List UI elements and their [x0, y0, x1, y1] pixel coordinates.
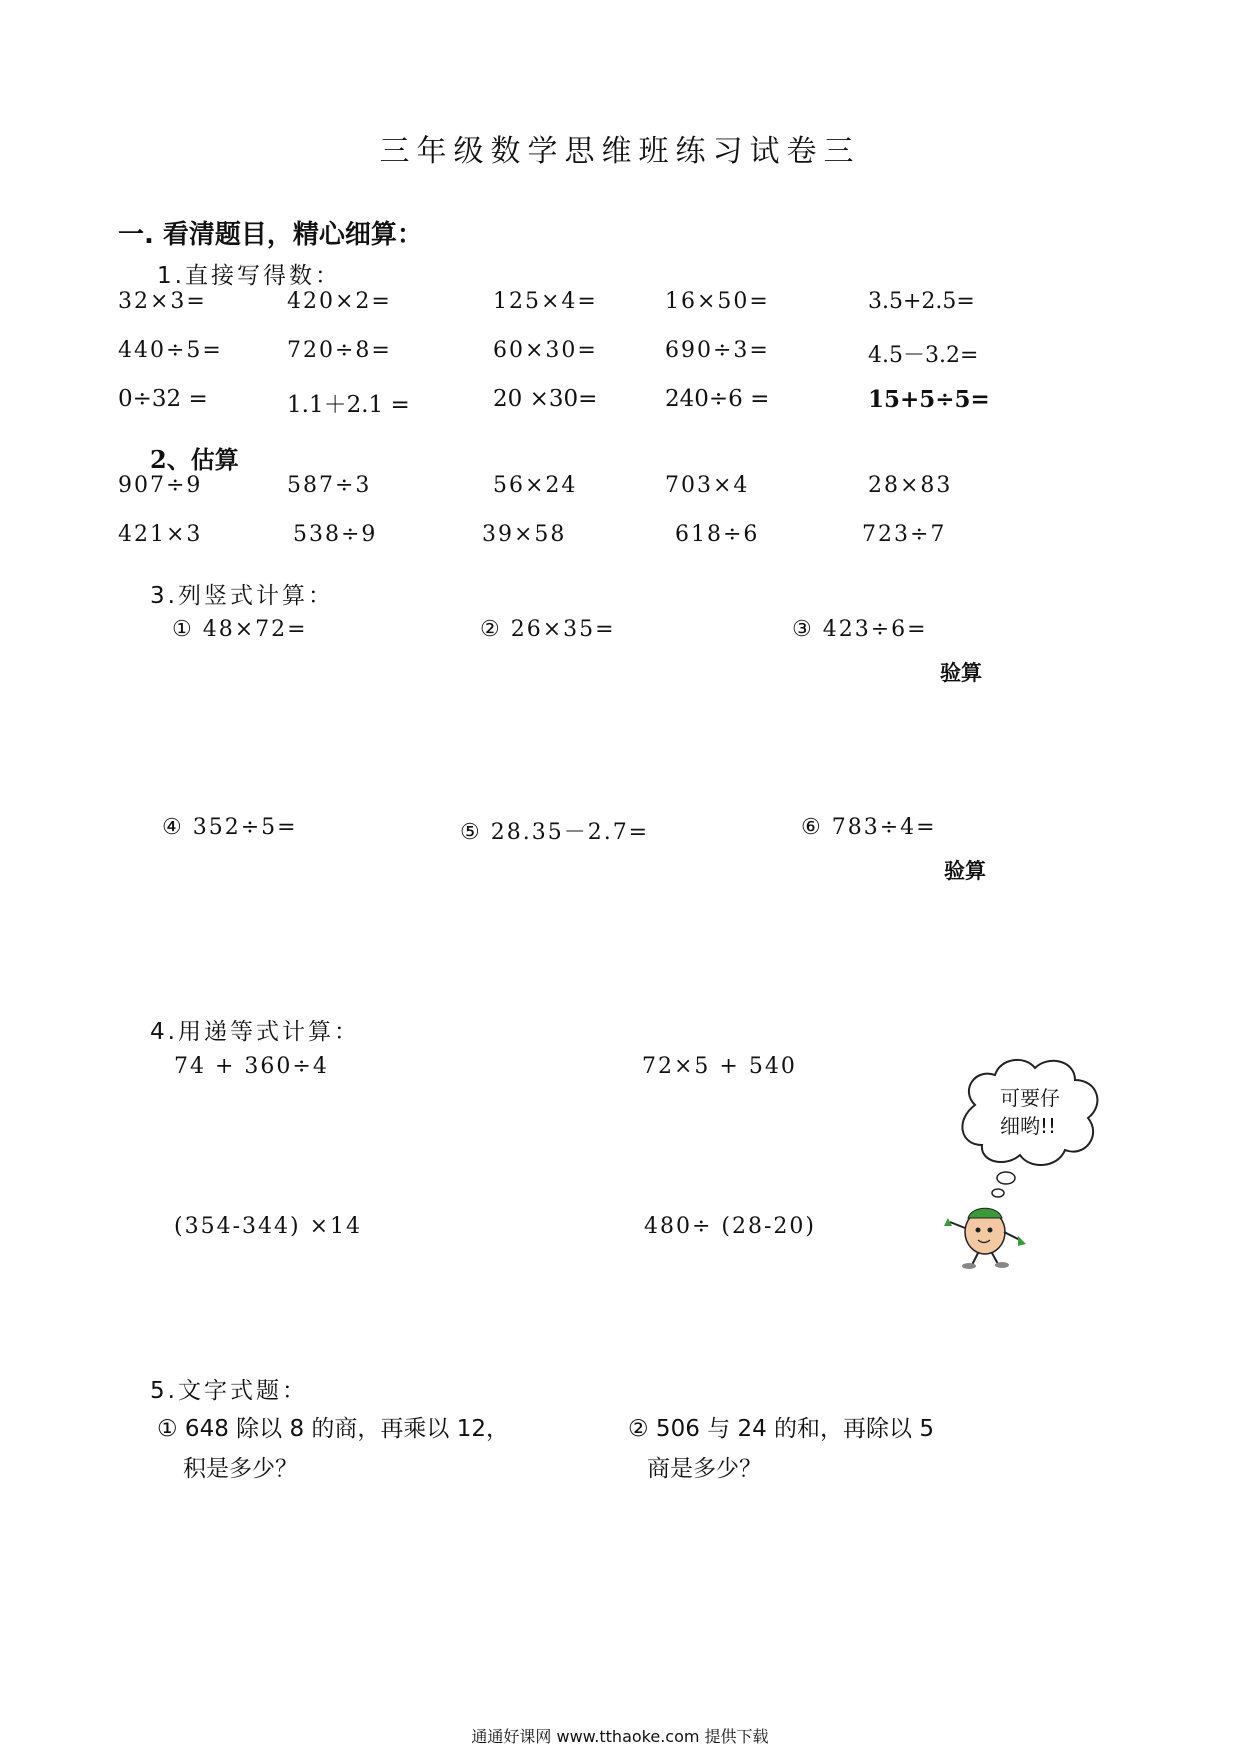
- part1-item: 690÷3=: [665, 338, 770, 363]
- part1-item: 60×30=: [493, 338, 598, 363]
- word-problem-2-line-2: 商是多少？: [647, 1456, 762, 1482]
- part3-item: ③ 423÷6=: [792, 617, 928, 642]
- part4-heading: 4.用递等式计算：: [150, 1019, 360, 1045]
- part3-heading: 3.列竖式计算：: [150, 583, 334, 609]
- part3-item: ① 48×72=: [172, 617, 308, 642]
- part2-item: 907÷9: [118, 473, 203, 498]
- part4-item: 72×5 + 540: [642, 1054, 797, 1079]
- word-problem-2-line-1: ② 506 与 24 的和，再除以 5: [628, 1416, 934, 1442]
- part1-item: 20 ×30=: [493, 386, 598, 412]
- part4-item: (354-344) ×14: [174, 1214, 363, 1239]
- part1-item: 3.5+2.5=: [868, 289, 975, 314]
- part2-heading: 2、估算: [150, 445, 239, 474]
- part2-item: 28×83: [868, 473, 953, 498]
- section-heading: 一. 看清题目，精心细算：: [118, 220, 423, 250]
- part5-heading: 5.文字式题：: [150, 1378, 308, 1404]
- part1-item: 32×3=: [118, 289, 207, 314]
- part1-item: 15+5÷5=: [868, 386, 990, 413]
- part2-item: 56×24: [493, 473, 578, 498]
- part1-item: 240÷6 =: [665, 386, 770, 412]
- part2-item: 618÷6: [675, 522, 760, 547]
- footer-text: 通通好课网 www.tthaoke.com 提供下载: [471, 1727, 769, 1746]
- mascot-illustration: [940, 1050, 1120, 1274]
- part2-item: 723÷7: [862, 522, 947, 547]
- part3-item: ⑤ 28.35－2.7=: [460, 820, 650, 845]
- verify-label: 验算: [940, 661, 982, 685]
- part1-item: 420×2=: [287, 289, 392, 314]
- part2-item: 703×4: [665, 473, 750, 498]
- part1-item: 440÷5=: [118, 338, 223, 363]
- part1-item: 16×50=: [665, 289, 770, 314]
- part4-item: 480÷ (28-20): [644, 1214, 817, 1239]
- bubble-line-1: 可要仔: [1000, 1086, 1060, 1110]
- part1-item: 1.1＋2.1 =: [287, 392, 410, 418]
- part2-item: 421×3: [118, 522, 203, 547]
- page-title: 三年级数学思维班练习试卷三: [379, 134, 861, 169]
- part3-item: ④ 352÷5=: [162, 815, 298, 840]
- part2-item: 39×58: [482, 522, 567, 547]
- part1-item: 125×4=: [493, 289, 598, 314]
- word-problem-1-line-2: 积是多少？: [183, 1456, 298, 1482]
- verify-label: 验算: [944, 859, 986, 883]
- part1-heading: 1.直接写得数：: [157, 263, 341, 289]
- part1-item: 4.5－3.2=: [868, 343, 979, 368]
- bubble-line-2: 细哟!!: [1000, 1114, 1057, 1138]
- part1-item: 0÷32 =: [118, 386, 208, 412]
- word-problem-1-line-1: ① 648 除以 8 的商，再乘以 12，: [157, 1416, 509, 1442]
- part3-item: ② 26×35=: [480, 617, 616, 642]
- part4-item: 74 + 360÷4: [174, 1054, 329, 1079]
- part2-item: 587÷3: [287, 473, 372, 498]
- mascot-icon: [940, 1050, 1120, 1270]
- part3-item: ⑥ 783÷4=: [801, 815, 937, 840]
- part2-item: 538÷9: [293, 522, 378, 547]
- part1-item: 720÷8=: [287, 338, 392, 363]
